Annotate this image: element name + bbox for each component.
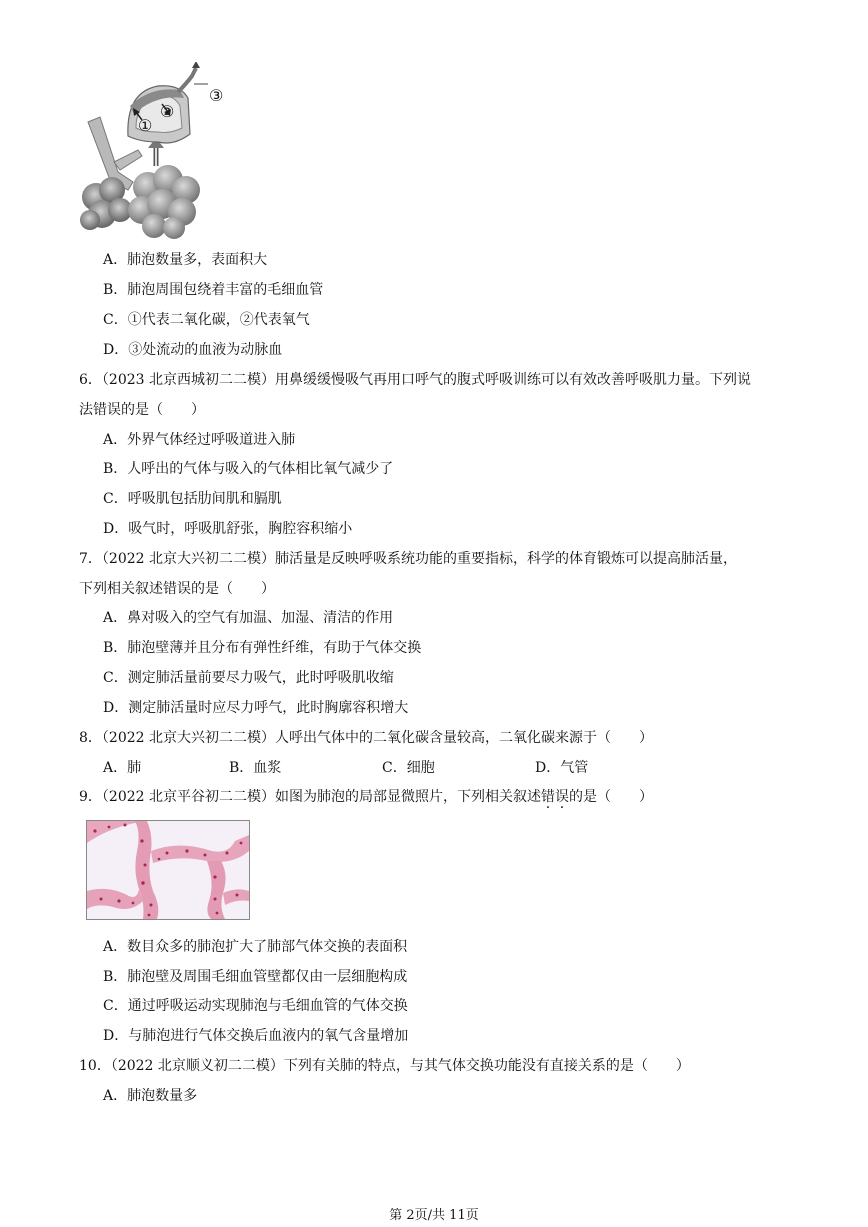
q7-option-a: A．鼻对吸入的空气有加温、加湿、清洁的作用 [103,610,394,626]
q8-option-c: C．细胞 [382,760,435,776]
q5-option-b: B．肺泡周围包绕着丰富的毛细血管 [103,282,324,298]
q6-stem-cont: 法错误的是（ ） [79,402,205,418]
q8-stem: 8．（2022 北京大兴初二二模）人呼出气体中的二氧化碳含量较高，二氧化碳来源于（ ） [79,730,654,746]
label-1: ① [138,116,153,135]
q10-option-a: A．肺泡数量多 [103,1088,198,1104]
q9-option-d: D．与肺泡进行气体交换后血液内的氧气含量增加 [103,1028,409,1044]
q5-option-c: C．①代表二氧化碳，②代表氧气 [103,312,310,328]
q6-option-c: C．呼吸肌包括肋间肌和膈肌 [103,491,282,507]
page-footer: 第 2页/共 11页 [389,1208,479,1223]
q10-stem: 10．（2022 北京顺义初二二模）下列有关肺的特点，与其气体交换功能没有直接关系的是（ ） [79,1058,690,1074]
q7-stem-cont: 下列相关叙述错误的是（ ） [79,581,275,597]
q9-option-a: A．数目众多的肺泡扩大了肺部气体交换的表面积 [103,939,408,955]
q7-option-d: D．测定肺活量时应尽力呼气，此时胸廓容积增大 [103,700,409,716]
q7-stem: 7．（2022 北京大兴初二二模）肺活量是反映呼吸系统功能的重要指标，科学的体育锻炼可以提高肺活量， [79,551,738,567]
alveoli-cluster-right [128,165,200,239]
q8-option-a: A．肺 [103,760,142,776]
q9-emph-char-2: 误 [555,789,570,805]
label-3: ③ [209,86,224,105]
q5-option-d: D．③处流动的血液为动脉血 [103,342,283,358]
q9-option-c: C．通过呼吸运动实现肺泡与毛细血管的气体交换 [103,998,408,1014]
q6-stem: 6．（2023 北京西城初二二模）用鼻缓缓慢吸气再用口呼气的腹式呼吸训练可以有效改善呼吸肌力量。下列说 [79,372,752,388]
q6-option-a: A．外界气体经过呼吸道进入肺 [103,432,296,448]
q6-option-b: B．人呼出的气体与吸入的气体相比氧气减少了 [103,461,394,477]
q9-stem: 9．（2022 北京平谷初二二模）如图为肺泡的局部显微照片，下列相关叙述错误的是（ ） [79,789,654,805]
alveoli-micrograph [86,820,250,920]
q8-option-d: D．气管 [535,760,589,776]
q7-option-b: B．肺泡壁薄并且分布有弹性纤维，有助于气体交换 [103,640,422,656]
q7-option-c: C．测定肺活量前要尽力吸气，此时呼吸肌收缩 [103,670,394,686]
label-2: ② [160,102,175,121]
q8-option-b: B．血浆 [229,760,282,776]
q9-option-b: B．肺泡壁及周围毛细血管壁都仅由一层细胞构成 [103,969,408,985]
alveoli-diagram [78,62,238,242]
q9-emph-char-1: 错 [541,789,556,805]
q5-option-a: A．肺泡数量多，表面积大 [103,252,268,268]
q6-option-d: D．吸气时，呼吸肌舒张，胸腔容积缩小 [103,521,353,537]
alveoli-micrograph-svg [87,821,249,919]
